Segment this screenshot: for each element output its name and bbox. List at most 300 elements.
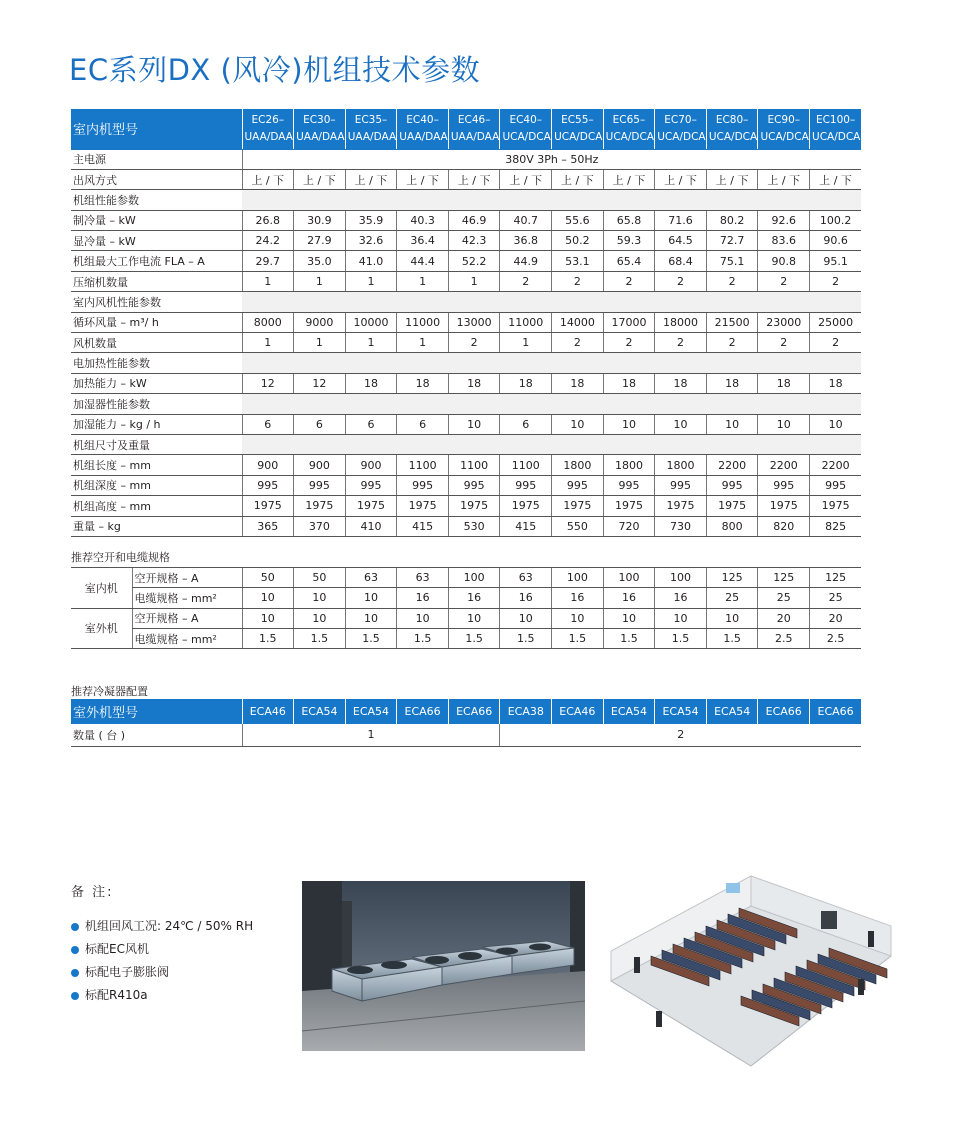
model-suffix: UCA/DCA	[657, 130, 706, 143]
breaker-value-cell: 50	[294, 568, 346, 588]
spec-value-cell: 12	[294, 373, 346, 393]
spec-value-cell: 6	[397, 414, 449, 434]
spec-value-cell: 18	[706, 373, 758, 393]
spec-value-cell: 1975	[603, 496, 655, 516]
breaker-value-cell: 25	[706, 588, 758, 608]
model-name: EC80–	[715, 113, 749, 126]
model-suffix: UAA/DAA	[296, 130, 345, 143]
spec-section-label: 机组尺寸及重量	[71, 434, 242, 454]
model-suffix: UCA/DCA	[502, 130, 551, 143]
spec-section-row	[71, 190, 861, 210]
spec-row-label: 加湿能力 – kg / h	[71, 414, 242, 434]
spec-value-cell: 59.3	[603, 231, 655, 251]
spec-value-cell: 1	[242, 271, 294, 291]
spec-row	[71, 496, 861, 516]
spec-value-cell: 365	[242, 516, 294, 536]
spec-value-cell: 995	[810, 475, 862, 495]
spec-value-cell: 92.6	[758, 210, 810, 230]
spec-value-cell: 100.2	[810, 210, 862, 230]
spec-value-cell: 14000	[552, 312, 604, 332]
note-item	[71, 915, 253, 938]
bullet-dot-icon	[71, 969, 79, 977]
breaker-value-cell: 63	[345, 568, 397, 588]
spec-value-cell: 18	[500, 373, 552, 393]
spec-value-cell: 1800	[552, 455, 604, 475]
breaker-value-cell: 100	[603, 568, 655, 588]
breaker-value-cell: 2.5	[810, 628, 862, 648]
spec-row	[71, 516, 861, 536]
breaker-value-cell: 10	[397, 608, 449, 628]
breaker-value-cell: 10	[242, 608, 294, 628]
spec-section-row	[71, 353, 861, 373]
note-text: 标配R410a	[85, 988, 148, 1002]
spec-value-cell: 995	[397, 475, 449, 495]
condenser-section-title: 推荐冷凝器配置	[71, 685, 148, 698]
spec-value-cell: 2	[655, 333, 707, 353]
condenser-model-cell: ECA46	[552, 699, 604, 724]
breaker-value-cell: 50	[242, 568, 294, 588]
spec-value-cell: 900	[294, 455, 346, 475]
model-name: EC30–	[303, 113, 336, 126]
spec-value-cell: 上 / 下	[603, 169, 655, 189]
spec-value-cell: 2	[706, 333, 758, 353]
spec-value-cell: 42.3	[448, 231, 500, 251]
note-text: 标配电子膨胀阀	[85, 965, 170, 979]
spec-value-cell: 1	[242, 333, 294, 353]
breaker-value-cell: 100	[655, 568, 707, 588]
breaker-value-cell: 16	[552, 588, 604, 608]
spec-value-cell: 2	[500, 271, 552, 291]
breaker-value-cell: 16	[448, 588, 500, 608]
spec-row	[71, 475, 861, 495]
spec-row	[71, 210, 861, 230]
breaker-value-cell: 10	[500, 608, 552, 628]
spec-value-cell: 44.4	[397, 251, 449, 271]
spec-value-cell: 64.5	[655, 231, 707, 251]
spec-value-cell: 730	[655, 516, 707, 536]
spec-value-cell: 90.6	[810, 231, 862, 251]
breaker-row	[71, 608, 861, 628]
spec-value-cell: 90.8	[758, 251, 810, 271]
condenser-header-label: 室外机型号	[71, 699, 242, 724]
model-suffix: UCA/DCA	[760, 130, 809, 143]
note-item	[71, 984, 253, 1007]
spec-value-cell: 10	[706, 414, 758, 434]
spec-value-cell: 550	[552, 516, 604, 536]
spec-value-cell: 800	[706, 516, 758, 536]
spec-section-fill	[242, 292, 861, 312]
spec-value-cell: 995	[242, 475, 294, 495]
spec-value-cell: 65.4	[603, 251, 655, 271]
breaker-value-cell: 10	[294, 608, 346, 628]
condenser-model-cell: ECA54	[655, 699, 707, 724]
spec-section-label: 加湿器性能参数	[71, 394, 242, 414]
condenser-model-cell: ECA54	[345, 699, 397, 724]
spec-value-cell: 2	[810, 271, 862, 291]
spec-row	[71, 414, 861, 434]
spec-value-cell: 12	[242, 373, 294, 393]
spec-value-cell: 27.9	[294, 231, 346, 251]
breaker-value-cell: 63	[397, 568, 449, 588]
spec-value-cell: 75.1	[706, 251, 758, 271]
spec-row	[71, 169, 861, 189]
spec-value-cell: 30.9	[294, 210, 346, 230]
model-name: EC26–	[251, 113, 285, 126]
breaker-value-cell: 25	[758, 588, 810, 608]
spec-value-cell: 9000	[294, 312, 346, 332]
condenser-model-cell: ECA66	[448, 699, 500, 724]
spec-value-cell: 1	[294, 333, 346, 353]
breaker-row-label: 空开规格 – A	[132, 568, 242, 588]
spec-value-cell: 18	[603, 373, 655, 393]
model-header-cell	[397, 109, 449, 149]
spec-value-cell: 10	[448, 414, 500, 434]
spec-value-cell: 995	[603, 475, 655, 495]
spec-value-cell: 13000	[448, 312, 500, 332]
spec-row-label: 主电源	[71, 149, 242, 169]
model-suffix: UCA/DCA	[708, 130, 758, 143]
spec-value-cell: 53.1	[552, 251, 604, 271]
breaker-value-cell: 1.5	[552, 628, 604, 648]
spec-value-cell: 35.9	[345, 210, 397, 230]
spec-row	[71, 333, 861, 353]
notes-list	[71, 915, 253, 1007]
breaker-value-cell: 10	[345, 608, 397, 628]
spec-row-label: 机组最大工作电流 FLA – A	[71, 251, 242, 271]
spec-value-cell: 995	[500, 475, 552, 495]
spec-value-cell: 995	[294, 475, 346, 495]
spec-row-label: 机组高度 – mm	[71, 496, 242, 516]
breaker-value-cell: 1.5	[655, 628, 707, 648]
spec-value-cell: 2	[758, 271, 810, 291]
breaker-value-cell: 1.5	[294, 628, 346, 648]
bullet-dot-icon	[71, 946, 79, 954]
spec-value-cell: 上 / 下	[294, 169, 346, 189]
spec-value-cell: 1	[345, 333, 397, 353]
spec-value-cell: 18	[758, 373, 810, 393]
spec-row-label: 机组深度 – mm	[71, 475, 242, 495]
condenser-qty-label: 数量 ( 台 )	[71, 724, 242, 746]
breaker-section-title: 推荐空开和电缆规格	[71, 551, 170, 564]
spec-value-cell: 上 / 下	[448, 169, 500, 189]
model-name: EC40–	[509, 113, 543, 126]
spec-value-cell: 35.0	[294, 251, 346, 271]
spec-row	[71, 312, 861, 332]
breaker-value-cell: 16	[603, 588, 655, 608]
model-name: EC100–	[815, 113, 856, 126]
spec-row-label: 制冷量 – kW	[71, 210, 242, 230]
breaker-row-label: 电缆规格 – mm²	[132, 588, 242, 608]
breaker-value-cell: 16	[397, 588, 449, 608]
bullet-dot-icon	[71, 992, 79, 1000]
rooftop-condenser-photo	[302, 881, 585, 1051]
spec-row	[71, 231, 861, 251]
model-header-cell	[500, 109, 552, 149]
breaker-value-cell: 100	[552, 568, 604, 588]
spec-value-cell: 71.6	[655, 210, 707, 230]
condenser-qty-row	[71, 724, 861, 746]
model-header-cell	[758, 109, 810, 149]
breaker-value-cell: 63	[500, 568, 552, 588]
spec-value-cell: 6	[242, 414, 294, 434]
breaker-row-label: 空开规格 – A	[132, 608, 242, 628]
breaker-value-cell: 125	[758, 568, 810, 588]
data-center-layout-illustration	[606, 861, 896, 1071]
condenser-model-cell: ECA54	[706, 699, 758, 724]
spec-value-cell: 上 / 下	[552, 169, 604, 189]
spec-section-fill	[242, 190, 861, 210]
spec-value-cell: 8000	[242, 312, 294, 332]
model-name: EC65–	[612, 113, 646, 126]
model-suffix: UCA/DCA	[554, 130, 603, 143]
spec-value-cell: 6	[500, 414, 552, 434]
spec-value-cell: 1	[397, 271, 449, 291]
model-suffix: UAA/DAA	[399, 130, 448, 143]
spec-value-cell: 80.2	[706, 210, 758, 230]
spec-value-cell: 上 / 下	[758, 169, 810, 189]
spec-value-cell: 2	[603, 271, 655, 291]
spec-value-cell: 10	[655, 414, 707, 434]
spec-span-value: 380V 3Ph – 50Hz	[242, 149, 861, 169]
spec-table	[71, 109, 861, 537]
spec-section-row	[71, 394, 861, 414]
spec-value-cell: 10000	[345, 312, 397, 332]
breaker-value-cell: 20	[810, 608, 862, 628]
breaker-value-cell: 1.5	[500, 628, 552, 648]
spec-value-cell: 1	[397, 333, 449, 353]
spec-value-cell: 46.9	[448, 210, 500, 230]
spec-value-cell: 415	[500, 516, 552, 536]
spec-header-row	[71, 109, 861, 149]
spec-value-cell: 18	[552, 373, 604, 393]
breaker-value-cell: 10	[655, 608, 707, 628]
spec-value-cell: 995	[552, 475, 604, 495]
spec-value-cell: 6	[345, 414, 397, 434]
spec-value-cell: 1975	[294, 496, 346, 516]
model-suffix: UAA/DAA	[450, 130, 500, 143]
model-header-cell	[242, 109, 294, 149]
model-suffix: UAA/DAA	[244, 130, 293, 143]
model-header-cell	[706, 109, 758, 149]
spec-value-cell: 18	[655, 373, 707, 393]
condenser-table	[71, 699, 861, 747]
model-header-cell	[603, 109, 655, 149]
breaker-row-label: 电缆规格 – mm²	[132, 628, 242, 648]
breaker-value-cell: 10	[345, 588, 397, 608]
breaker-value-cell: 1.5	[242, 628, 294, 648]
spec-value-cell: 995	[655, 475, 707, 495]
model-name: EC90–	[767, 113, 801, 126]
breaker-value-cell: 125	[706, 568, 758, 588]
spec-value-cell: 18	[448, 373, 500, 393]
spec-value-cell: 370	[294, 516, 346, 536]
spec-value-cell: 2200	[706, 455, 758, 475]
spec-value-cell: 1800	[655, 455, 707, 475]
breaker-group-label: 室内机	[71, 568, 132, 609]
spec-value-cell: 68.4	[655, 251, 707, 271]
breaker-table	[71, 567, 861, 649]
spec-value-cell: 32.6	[345, 231, 397, 251]
spec-value-cell: 1975	[242, 496, 294, 516]
spec-value-cell: 995	[448, 475, 500, 495]
spec-value-cell: 820	[758, 516, 810, 536]
note-item	[71, 938, 253, 961]
spec-value-cell: 41.0	[345, 251, 397, 271]
spec-value-cell: 1	[294, 271, 346, 291]
model-name: EC55–	[561, 113, 594, 126]
condenser-header-row	[71, 699, 861, 724]
spec-value-cell: 21500	[706, 312, 758, 332]
spec-row	[71, 455, 861, 475]
spec-value-cell: 2	[655, 271, 707, 291]
breaker-value-cell: 16	[500, 588, 552, 608]
bullet-dot-icon	[71, 923, 79, 931]
condenser-model-cell: ECA54	[294, 699, 346, 724]
spec-row-label: 风机数量	[71, 333, 242, 353]
spec-value-cell: 上 / 下	[810, 169, 862, 189]
spec-value-cell: 2	[758, 333, 810, 353]
model-header-cell	[655, 109, 707, 149]
breaker-value-cell: 20	[758, 608, 810, 628]
spec-value-cell: 18	[810, 373, 862, 393]
model-header-cell	[810, 109, 862, 149]
spec-value-cell: 52.2	[448, 251, 500, 271]
breaker-value-cell: 25	[810, 588, 862, 608]
breaker-value-cell: 10	[294, 588, 346, 608]
spec-value-cell: 11000	[500, 312, 552, 332]
spec-value-cell: 995	[758, 475, 810, 495]
spec-value-cell: 410	[345, 516, 397, 536]
breaker-value-cell: 1.5	[706, 628, 758, 648]
spec-section-label: 机组性能参数	[71, 190, 242, 210]
spec-value-cell: 65.8	[603, 210, 655, 230]
spec-value-cell: 2200	[758, 455, 810, 475]
spec-value-cell: 2	[706, 271, 758, 291]
spec-value-cell: 10	[552, 414, 604, 434]
spec-value-cell: 上 / 下	[706, 169, 758, 189]
spec-value-cell: 1	[345, 271, 397, 291]
spec-value-cell: 1975	[397, 496, 449, 516]
model-header-cell	[294, 109, 346, 149]
spec-value-cell: 1100	[397, 455, 449, 475]
model-header-cell	[552, 109, 604, 149]
note-item	[71, 961, 253, 984]
spec-value-cell: 95.1	[810, 251, 862, 271]
condenser-qty-one: 1	[242, 724, 500, 746]
model-suffix: UCA/DCA	[605, 130, 654, 143]
condenser-model-cell: ECA66	[810, 699, 862, 724]
spec-row-label: 显冷量 – kW	[71, 231, 242, 251]
spec-value-cell: 2	[552, 271, 604, 291]
spec-section-fill	[242, 353, 861, 373]
breaker-value-cell: 1.5	[448, 628, 500, 648]
spec-value-cell: 11000	[397, 312, 449, 332]
spec-value-cell: 415	[397, 516, 449, 536]
spec-value-cell: 18000	[655, 312, 707, 332]
spec-row	[71, 251, 861, 271]
model-suffix: UCA/DCA	[812, 130, 861, 143]
condenser-model-cell: ECA54	[603, 699, 655, 724]
spec-value-cell: 900	[242, 455, 294, 475]
spec-header-label: 室内机型号	[71, 109, 242, 149]
spec-value-cell: 825	[810, 516, 862, 536]
spec-section-fill	[242, 394, 861, 414]
spec-row	[71, 373, 861, 393]
spec-value-cell: 18	[345, 373, 397, 393]
spec-value-cell: 上 / 下	[345, 169, 397, 189]
spec-value-cell: 上 / 下	[500, 169, 552, 189]
spec-value-cell: 上 / 下	[242, 169, 294, 189]
breaker-value-cell: 100	[448, 568, 500, 588]
spec-row	[71, 149, 861, 169]
breaker-row	[71, 588, 861, 608]
model-name: EC70–	[664, 113, 697, 126]
spec-value-cell: 2	[448, 333, 500, 353]
breaker-value-cell: 125	[810, 568, 862, 588]
spec-value-cell: 26.8	[242, 210, 294, 230]
breaker-group-label: 室外机	[71, 608, 132, 649]
condenser-model-cell: ECA46	[242, 699, 294, 724]
spec-value-cell: 10	[603, 414, 655, 434]
spec-section-label: 电加热性能参数	[71, 353, 242, 373]
note-text: 机组回风工况: 24℃ / 50% RH	[85, 919, 254, 933]
spec-value-cell: 44.9	[500, 251, 552, 271]
spec-value-cell: 1100	[448, 455, 500, 475]
spec-value-cell: 1975	[655, 496, 707, 516]
breaker-value-cell: 10	[448, 608, 500, 628]
spec-value-cell: 36.8	[500, 231, 552, 251]
spec-value-cell: 2200	[810, 455, 862, 475]
spec-value-cell: 530	[448, 516, 500, 536]
condenser-model-cell: ECA66	[758, 699, 810, 724]
spec-value-cell: 1100	[500, 455, 552, 475]
breaker-value-cell: 10	[706, 608, 758, 628]
model-name: EC40–	[406, 113, 439, 126]
spec-value-cell: 24.2	[242, 231, 294, 251]
model-name: EC35–	[354, 113, 388, 126]
breaker-value-cell: 1.5	[397, 628, 449, 648]
condenser-qty-two: 2	[500, 724, 861, 746]
spec-value-cell: 1975	[706, 496, 758, 516]
spec-row-label: 循环风量 – m³/ h	[71, 312, 242, 332]
breaker-value-cell: 10	[603, 608, 655, 628]
spec-value-cell: 29.7	[242, 251, 294, 271]
spec-value-cell: 上 / 下	[397, 169, 449, 189]
spec-value-cell: 55.6	[552, 210, 604, 230]
breaker-value-cell: 10	[552, 608, 604, 628]
spec-value-cell: 1800	[603, 455, 655, 475]
spec-section-label: 室内风机性能参数	[71, 292, 242, 312]
page-title: EC系列DX (风冷)机组技术参数	[69, 53, 481, 87]
breaker-value-cell: 2.5	[758, 628, 810, 648]
spec-value-cell: 2	[603, 333, 655, 353]
spec-value-cell: 40.3	[397, 210, 449, 230]
model-name: EC46–	[457, 113, 491, 126]
spec-value-cell: 10	[758, 414, 810, 434]
spec-value-cell: 50.2	[552, 231, 604, 251]
spec-value-cell: 1	[500, 333, 552, 353]
spec-row-label: 重量 – kg	[71, 516, 242, 536]
model-suffix: UAA/DAA	[347, 130, 397, 143]
spec-section-fill	[242, 434, 861, 454]
spec-value-cell: 18	[397, 373, 449, 393]
spec-value-cell: 1975	[552, 496, 604, 516]
spec-value-cell: 2	[552, 333, 604, 353]
spec-row-label: 机组长度 – mm	[71, 455, 242, 475]
breaker-row	[71, 568, 861, 588]
spec-row-label: 压缩机数量	[71, 271, 242, 291]
spec-row-label: 出风方式	[71, 169, 242, 189]
